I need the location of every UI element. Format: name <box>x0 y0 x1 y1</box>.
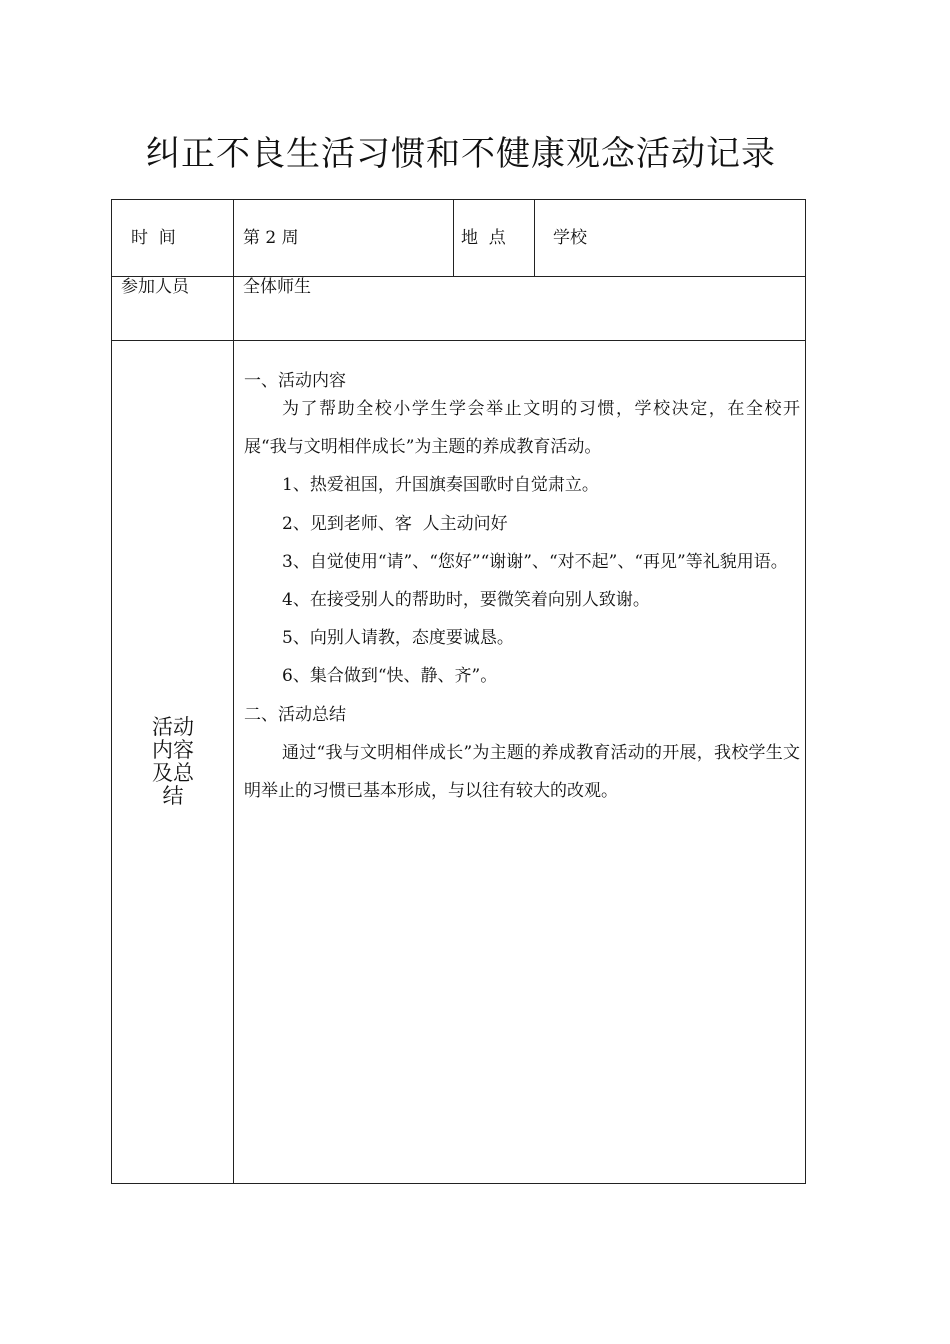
row-divider <box>112 276 805 277</box>
list-item: 5、向别人请教，态度要诚恳。 <box>282 628 514 649</box>
summary-heading: 二、活动总结 <box>244 704 346 725</box>
column-divider <box>233 200 234 1183</box>
content-intro: 为了帮助全校小学生学会举止文明的习惯，学校决定，在全校开展“我与文明相伴成长”为主题的养成教育活动。 <box>244 399 800 458</box>
page-title: 纠正不良生活习惯和不健康观念活动记录 <box>146 134 776 174</box>
list-item: 1、热爱祖国，升国旗奏国歌时自觉肃立。 <box>282 475 599 496</box>
list-item: 4、在接受别人的帮助时，要微笑着向别人致谢。 <box>282 590 650 611</box>
time-label: 时 间 <box>131 228 176 248</box>
list-item: 3、自觉使用“请”、“您好”“谢谢”、“对不起”、“再见”等礼貌用语。 <box>282 551 788 572</box>
column-divider <box>534 200 535 276</box>
column-divider <box>453 200 454 276</box>
activity-record-table <box>111 199 806 1184</box>
place-label: 地 点 <box>461 228 506 248</box>
content-heading: 一、活动内容 <box>244 371 346 391</box>
time-value: 第 2 周 <box>243 228 299 248</box>
activity-content <box>244 371 800 810</box>
list-item: 2、见到老师、客 人主动问好 <box>282 513 508 534</box>
row-divider <box>112 340 805 341</box>
participants-label: 参加人员 <box>121 277 189 297</box>
list-item: 6、集合做到“快、静、齐”。 <box>282 666 498 687</box>
place-value: 学校 <box>553 228 587 248</box>
summary-text: 通过“我与文明相伴成长”为主题的养成教育活动的开展，我校学生文明举止的习惯已基本形成，与以往有较大的改观。 <box>244 742 800 802</box>
participants-value: 全体师生 <box>243 277 311 297</box>
section-label: 活动内容及总结 <box>152 715 194 808</box>
